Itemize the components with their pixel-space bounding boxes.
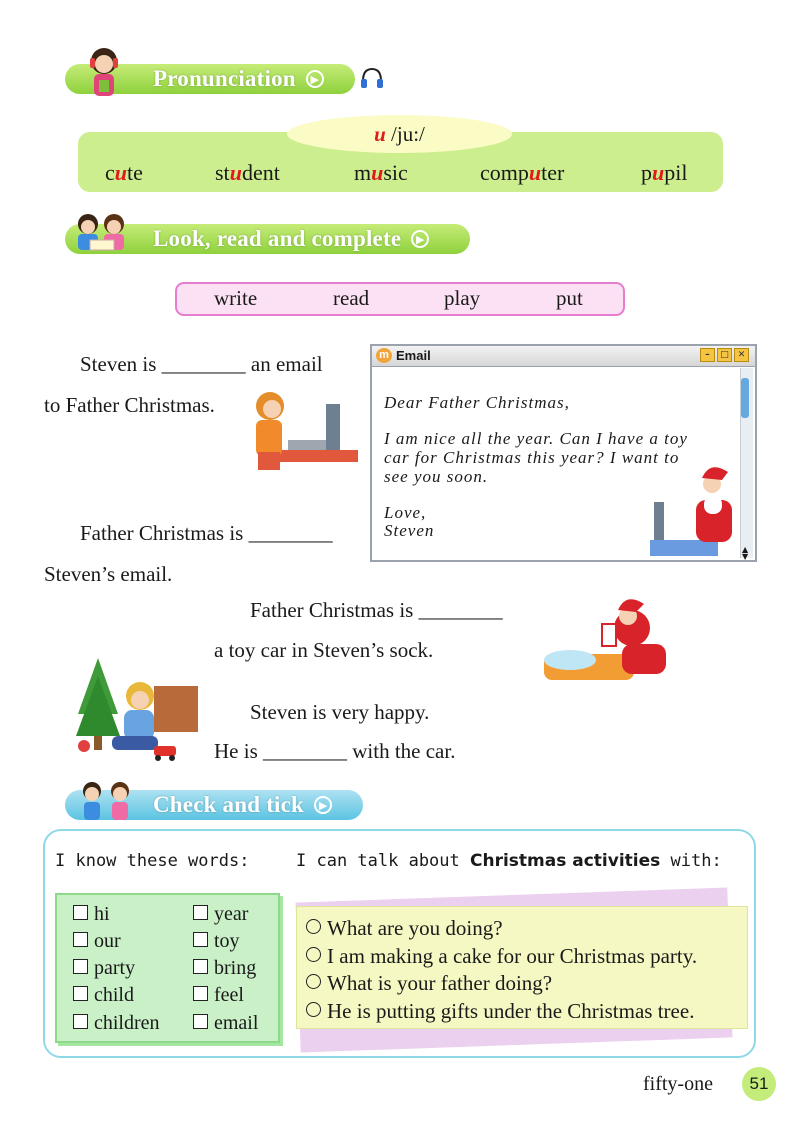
kids-reading-illustration: [72, 212, 132, 258]
checkbox-icon[interactable]: [193, 959, 208, 974]
sentence-2b: Steven’s email.: [44, 562, 173, 586]
checkbox-icon[interactable]: [73, 932, 88, 947]
checkbox-item[interactable]: party: [73, 957, 135, 980]
checkbox-icon[interactable]: [73, 905, 88, 920]
page-number-words: fifty-one: [643, 1073, 713, 1095]
word-bank-item: play: [444, 286, 481, 310]
talk-heading: I can talk about Christmas activities with:: [296, 851, 722, 871]
checkbox-icon[interactable]: [73, 986, 88, 1001]
pron-word-cute: cute: [105, 160, 143, 185]
check-tick-title: Check and tick: [153, 792, 305, 817]
email-title-bar: [372, 346, 755, 367]
page-number-badge: 51: [742, 1067, 776, 1101]
radio-icon[interactable]: [306, 947, 321, 962]
word-bank-item: write: [214, 286, 258, 310]
pron-word-computer: computer: [480, 160, 565, 185]
girl-headphones-illustration: [84, 46, 124, 98]
checkbox-item[interactable]: child: [73, 984, 134, 1007]
look-read-title: Look, read and complete: [153, 226, 402, 251]
radio-item[interactable]: What is your father doing?: [306, 971, 552, 996]
email-window-title: Email: [396, 348, 431, 363]
boy-at-computer-illustration: [244, 390, 362, 472]
checkbox-icon[interactable]: [193, 905, 208, 920]
santa-at-computer-illustration: [648, 458, 740, 558]
scroll-up-icon[interactable]: ▲ ▼: [742, 545, 749, 561]
checkbox-item[interactable]: year: [193, 903, 248, 926]
kids-waving-illustration: [76, 780, 138, 826]
radio-item[interactable]: I am making a cake for our Christmas party.: [306, 944, 697, 969]
email-body-line: I am nice all the year. Can I have a toy: [384, 429, 688, 448]
radio-icon[interactable]: [306, 974, 321, 989]
checkbox-item[interactable]: toy: [193, 930, 240, 953]
scrollbar-thumb[interactable]: [741, 378, 749, 418]
radio-icon[interactable]: [306, 1002, 321, 1017]
words-heading: I know these words:: [55, 851, 250, 871]
santa-delivering-illustration: [540, 594, 676, 686]
checkbox-item[interactable]: email: [193, 1012, 258, 1035]
sound-letter: u: [374, 121, 386, 146]
sound-oval: [287, 115, 512, 153]
minimize-button[interactable]: –: [700, 348, 715, 362]
checkbox-item[interactable]: bring: [193, 957, 256, 980]
email-body-line: see you soon.: [384, 467, 489, 486]
checkbox-item[interactable]: children: [73, 1012, 160, 1035]
play-arrow-icon[interactable]: ▶: [306, 70, 324, 88]
email-app-icon: m: [376, 348, 392, 363]
email-signature: Steven: [384, 521, 435, 540]
word-bank-item: read: [333, 286, 370, 310]
close-button[interactable]: ✕: [734, 348, 749, 362]
email-greeting: Dear Father Christmas,: [384, 393, 570, 412]
checkbox-item[interactable]: hi: [73, 903, 110, 926]
sentence-4b: He is ________ with the car.: [214, 739, 456, 763]
word-bank-item: put: [556, 286, 583, 310]
checkbox-item[interactable]: our: [73, 930, 121, 953]
boy-with-toy-car-illustration: [74, 656, 202, 768]
radio-icon[interactable]: [306, 919, 321, 934]
checkbox-item[interactable]: feel: [193, 984, 244, 1007]
sentence-3a: Father Christmas is ________: [250, 598, 503, 622]
play-arrow-icon[interactable]: ▶: [411, 230, 429, 248]
checkbox-icon[interactable]: [73, 959, 88, 974]
radio-item[interactable]: What are you doing?: [306, 916, 503, 941]
sentence-2a: Father Christmas is ________: [80, 521, 333, 545]
pron-word-student: student: [215, 160, 280, 185]
checkbox-icon[interactable]: [193, 1014, 208, 1029]
email-body-line: car for Christmas this year? I want to: [384, 448, 680, 467]
pron-word-music: music: [354, 160, 408, 185]
email-closing: Love,: [384, 503, 427, 522]
sentence-4a: Steven is very happy.: [250, 700, 430, 724]
headphones-icon[interactable]: [359, 66, 385, 90]
play-arrow-icon[interactable]: ▶: [314, 796, 332, 814]
sentence-1a: Steven is ________ an email: [80, 352, 323, 376]
radio-item[interactable]: He is putting gifts under the Christmas tree.: [306, 999, 694, 1024]
sentence-3b: a toy car in Steven’s sock.: [214, 638, 434, 662]
checkbox-icon[interactable]: [193, 932, 208, 947]
checkbox-icon[interactable]: [73, 1014, 88, 1029]
maximize-button[interactable]: □: [717, 348, 732, 362]
sound-ipa: /ju:/: [391, 121, 425, 146]
checkbox-icon[interactable]: [193, 986, 208, 1001]
sentence-1b: to Father Christmas.: [44, 393, 215, 417]
pron-word-pupil: pupil: [641, 160, 688, 185]
pronunciation-title: Pronunciation: [153, 66, 296, 91]
